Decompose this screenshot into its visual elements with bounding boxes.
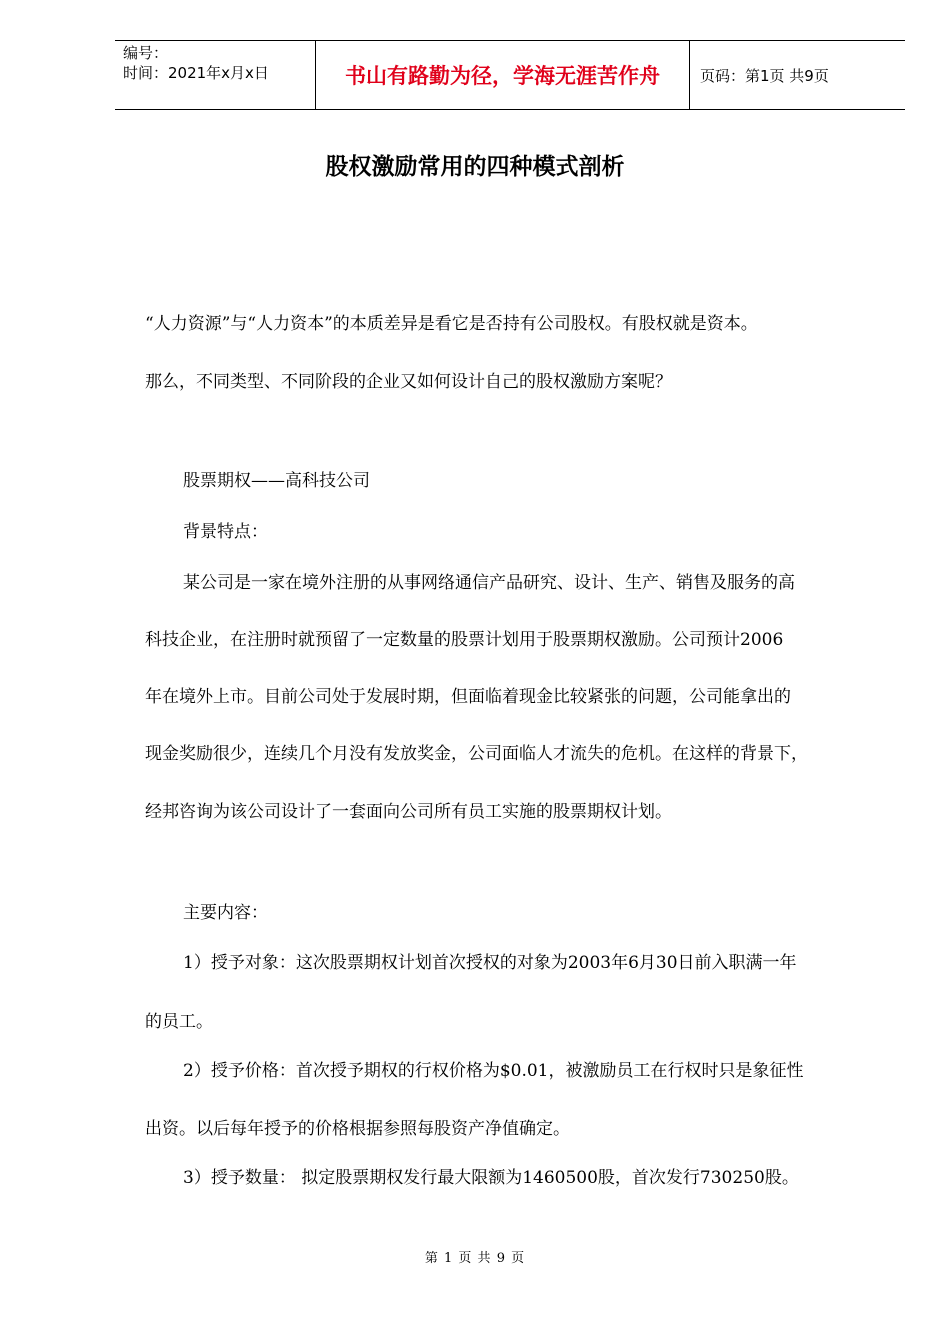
time-label: 时间：2021年x月x日 (123, 64, 269, 82)
item-3-line-1: 3）授予数量： 拟定股票期权发行最大限额为1460500股，首次发行730250股。 (183, 1168, 799, 1188)
intro-line-1: “人力资源”与“人力资本”的本质差异是看它是否持有公司股权。有股权就是资本。 (145, 314, 758, 334)
background-line-1: 某公司是一家在境外注册的从事网络通信产品研究、设计、生产、销售及服务的高 (183, 573, 795, 593)
header-motto: 书山有路勤为径，学海无涯苦作舟 (316, 41, 690, 109)
background-line-5: 经邦咨询为该公司设计了一套面向公司所有员工实施的股票期权计划。 (145, 802, 672, 822)
background-label: 背景特点： (183, 522, 268, 542)
serial-label: 编号： (123, 44, 169, 62)
main-content-label: 主要内容： (183, 903, 268, 923)
background-line-2: 科技企业，在注册时就预留了一定数量的股票计划用于股票期权激励。公司预计2006 (145, 630, 784, 650)
item-1-line-1: 1）授予对象：这次股票期权计划首次授权的对象为2003年6月30日前入职满一年 (183, 953, 797, 973)
header-meta (115, 41, 316, 109)
document-title: 股权激励常用的四种模式剖析 (325, 154, 625, 180)
background-line-4: 现金奖励很少，连续几个月没有发放奖金，公司面临人才流失的危机。在这样的背景下， (145, 744, 808, 764)
item-2-line-1: 2）授予价格：首次授予期权的行权价格为$0.01，被激励员工在行权时只是象征性 (183, 1061, 804, 1081)
item-2-line-2: 出资。以后每年授予的价格根据参照每股资产净值确定。 (145, 1119, 570, 1139)
background-line-3: 年在境外上市。目前公司处于发展时期，但面临着现金比较紧张的问题，公司能拿出的 (145, 687, 791, 707)
item-1-line-2: 的员工。 (145, 1012, 213, 1032)
page-footer: 第 1 页 共 9 页 (424, 1251, 526, 1266)
intro-line-2: 那么，不同类型、不同阶段的企业又如何设计自己的股权激励方案呢？ (145, 372, 672, 392)
section-heading: 股票期权——高科技公司 (183, 471, 370, 491)
header-page-info: 页码：第1页 共9页 (700, 66, 829, 85)
document-header (115, 40, 905, 110)
